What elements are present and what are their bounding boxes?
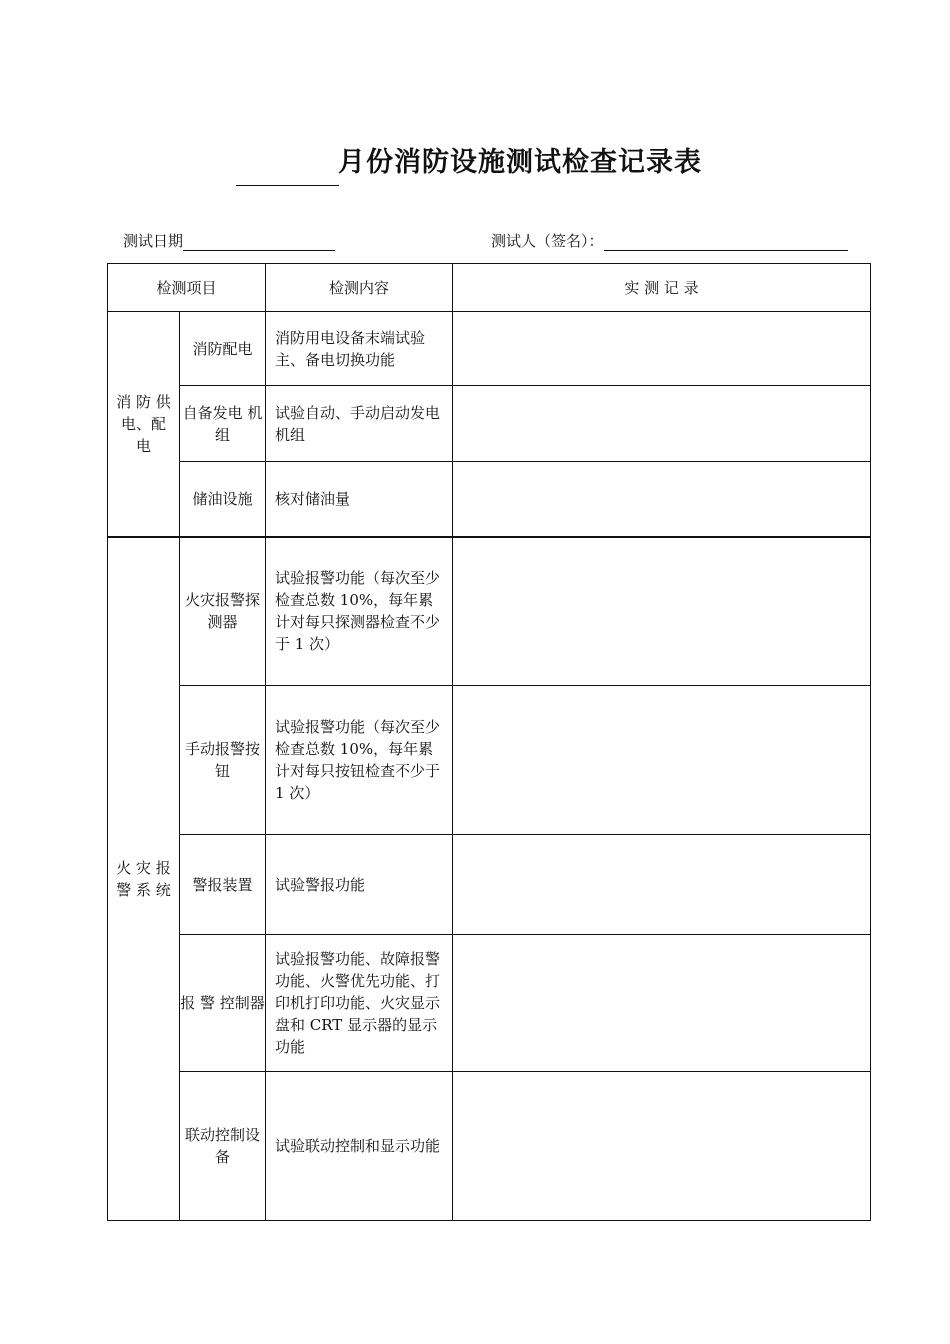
category-power: 消 防 供 电、配 电 <box>108 312 180 537</box>
page-title: 月份消防设施测试检查记录表 <box>338 147 702 178</box>
record-cell[interactable] <box>453 537 871 686</box>
table-row <box>108 462 871 537</box>
item-name: 自备发电 机 组 <box>180 386 266 462</box>
item-content: 核对储油量 <box>266 462 453 537</box>
record-cell[interactable] <box>453 462 871 537</box>
item-name: 手动报警按钮 <box>180 686 266 835</box>
record-cell[interactable] <box>453 386 871 462</box>
table-row <box>108 312 871 386</box>
item-name: 联动控制设备 <box>180 1072 266 1221</box>
item-content: 试验报警功能、故障报警功能、火警优先功能、打印机打印功能、火灾显示盘和 CRT 显示器的显示功能 <box>266 935 453 1072</box>
item-content: 试验联动控制和显示功能 <box>266 1072 453 1221</box>
record-cell[interactable] <box>453 686 871 835</box>
inspection-table <box>107 263 871 1221</box>
category-fire-alarm: 火 灾 报 警 系 统 <box>108 537 180 1221</box>
header-content: 检测内容 <box>266 264 453 312</box>
record-cell[interactable] <box>453 1072 871 1221</box>
table-row <box>108 537 871 686</box>
table-row <box>108 1072 871 1221</box>
tester-signature-line[interactable] <box>604 233 848 251</box>
test-date-label: 测试日期 <box>123 232 184 250</box>
item-name: 消防配电 <box>180 312 266 386</box>
tester-signature-field <box>491 230 848 251</box>
table-row <box>108 386 871 462</box>
item-name: 火灾报警探测器 <box>180 537 266 686</box>
item-content: 试验报警功能（每次至少检查总数 10%，每年累计对每只按钮检查不少于 1 次） <box>266 686 453 835</box>
table-header-row <box>108 264 871 312</box>
month-blank-line <box>236 185 339 186</box>
item-content: 试验警报功能 <box>266 835 453 935</box>
table-row <box>108 835 871 935</box>
record-cell[interactable] <box>453 935 871 1072</box>
item-name: 储油设施 <box>180 462 266 537</box>
item-name: 报 警 控制器 <box>180 935 266 1072</box>
item-name: 警报装置 <box>180 835 266 935</box>
item-content: 消防用电设备末端试验主、备电切换功能 <box>266 312 453 386</box>
record-cell[interactable] <box>453 312 871 386</box>
test-date-field <box>123 230 335 251</box>
item-content: 试验报警功能（每次至少检查总数 10%，每年累计对每只探测器检查不少于 1 次） <box>266 537 453 686</box>
tester-label: 测试人（签名）： <box>491 232 604 250</box>
record-cell[interactable] <box>453 835 871 935</box>
header-record: 实 测 记 录 <box>453 264 871 312</box>
item-content: 试验自动、手动启动发电机组 <box>266 386 453 462</box>
header-item: 检测项目 <box>108 264 266 312</box>
table-row <box>108 686 871 835</box>
test-date-line[interactable] <box>183 233 335 251</box>
table-row <box>108 935 871 1072</box>
